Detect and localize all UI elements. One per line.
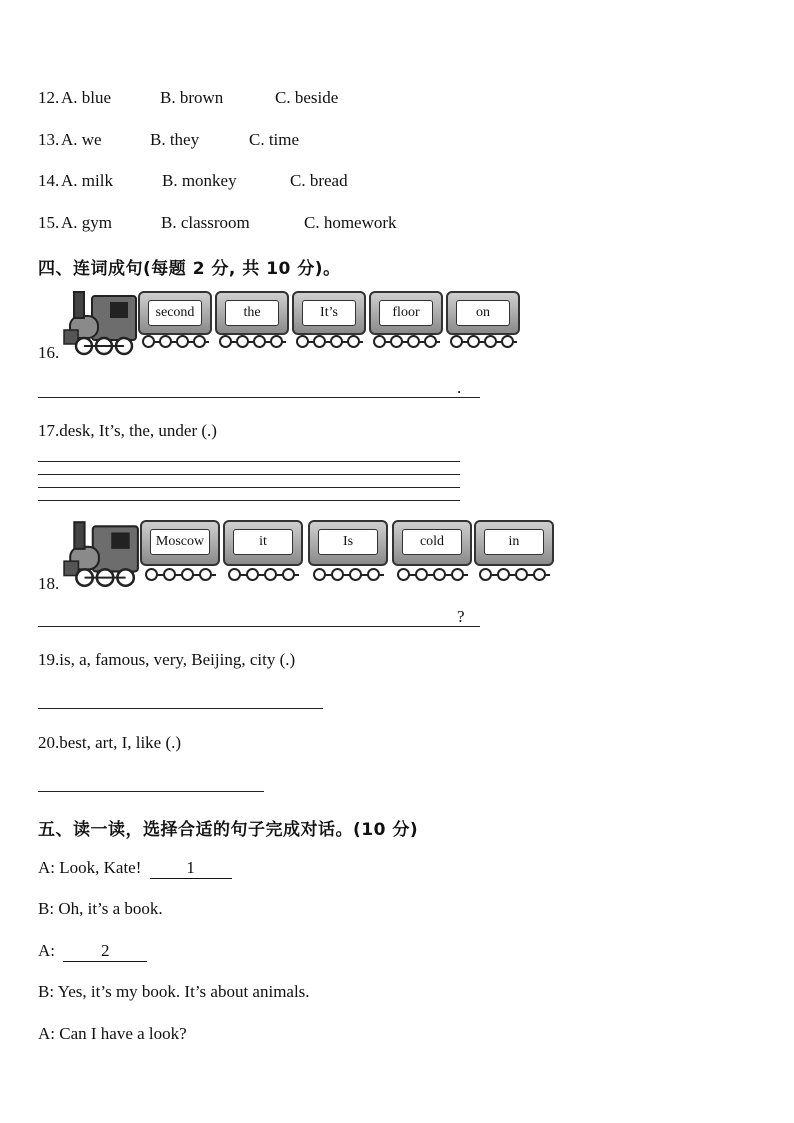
dialogue-line (38, 858, 232, 879)
q18-word-train (140, 520, 556, 584)
q19-prompt: 19.is, a, famous, very, Beijing, city (.) (38, 650, 296, 669)
train-car (138, 291, 212, 335)
q16-number: 16. (38, 343, 60, 362)
train-car (215, 291, 289, 335)
train-car (140, 520, 220, 566)
answer-line[interactable] (38, 791, 264, 792)
question-number: 12. (38, 88, 60, 107)
option-a: A. milk (61, 171, 113, 190)
question-number: 15. (38, 213, 60, 232)
writing-line[interactable] (38, 461, 460, 462)
word-label: Is (318, 529, 378, 555)
option-a: A. we (61, 130, 102, 149)
option-b: B. classroom (161, 213, 250, 232)
dialogue-text: Look, Kate! (59, 858, 146, 877)
option-c: C. beside (275, 88, 339, 107)
section-five-title: 五、读一读，选择合适的句子完成对话。(10 分) (38, 820, 419, 840)
section-four-title: 四、连词成句(每题 2 分, 共 10 分)。 (38, 259, 341, 279)
option-b: B. they (150, 130, 200, 149)
locomotive-icon (62, 290, 140, 356)
wheels (140, 568, 556, 584)
word-label: the (225, 300, 279, 326)
word-label: cold (402, 529, 462, 555)
dialogue-line (38, 982, 310, 1002)
option-a: A. gym (61, 213, 112, 232)
speaker: B: (38, 982, 55, 1001)
train-car (392, 520, 472, 566)
train-car (292, 291, 366, 335)
wheels (138, 335, 523, 351)
writing-line[interactable] (38, 487, 460, 488)
answer-blank[interactable]: 1 (150, 858, 232, 879)
question-number: 14. (38, 171, 60, 190)
option-b: B. brown (160, 88, 224, 107)
question-number: 13. (38, 130, 60, 149)
word-label: floor (379, 300, 433, 326)
word-label: it (233, 529, 293, 555)
train-car (223, 520, 303, 566)
dialogue-text: Yes, it’s my book. It’s about animals. (57, 982, 310, 1001)
dialogue-line (38, 1024, 187, 1044)
end-mark: . (457, 378, 462, 397)
answer-blank[interactable]: 2 (63, 941, 147, 962)
end-mark: ? (457, 607, 465, 626)
train-car (369, 291, 443, 335)
writing-line[interactable] (38, 500, 460, 501)
dialogue-text: Can I have a look? (59, 1024, 187, 1043)
speaker: A: (38, 1024, 55, 1043)
option-b: B. monkey (162, 171, 237, 190)
option-a: A. blue (61, 88, 112, 107)
speaker: A: (38, 858, 55, 877)
train-car (446, 291, 520, 335)
word-label: Moscow (150, 529, 210, 555)
answer-line[interactable] (38, 626, 480, 627)
q17-prompt: 17.desk, It’s, the, under (.) (38, 421, 217, 440)
locomotive-icon (62, 520, 142, 588)
word-label: It’s (302, 300, 356, 326)
writing-line[interactable] (38, 474, 460, 475)
train-car (474, 520, 554, 566)
word-label: on (456, 300, 510, 326)
word-label: in (484, 529, 544, 555)
word-label: second (148, 300, 202, 326)
dialogue-line (38, 941, 147, 962)
option-c: C. homework (304, 213, 397, 232)
answer-line[interactable] (38, 397, 480, 398)
option-c: C. bread (290, 171, 348, 190)
dialogue-text: Oh, it’s a book. (58, 899, 163, 918)
speaker: B: (38, 899, 55, 918)
speaker: A: (38, 941, 55, 960)
option-c: C. time (249, 130, 300, 149)
q16-word-train (138, 291, 523, 353)
q20-prompt: 20.best, art, I, like (.) (38, 733, 182, 752)
dialogue-line (38, 899, 163, 919)
train-car (308, 520, 388, 566)
answer-line[interactable] (38, 708, 323, 709)
q18-number: 18. (38, 574, 60, 593)
